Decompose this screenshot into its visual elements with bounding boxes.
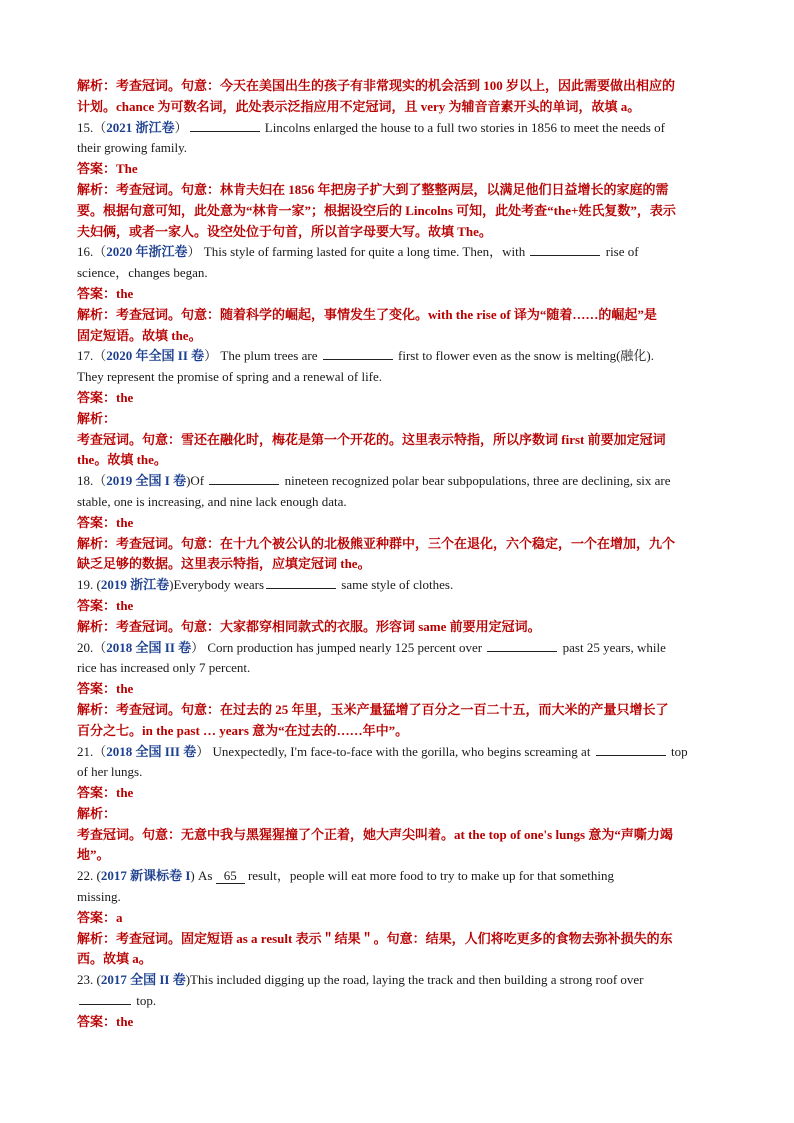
- answer-line: [77, 617, 718, 638]
- exam-source: 2021 浙江卷: [106, 119, 175, 135]
- answer-line: [77, 201, 718, 222]
- question-line: [77, 242, 718, 263]
- answer-line: [77, 97, 718, 118]
- question-text: )Everybody wears: [169, 577, 265, 593]
- line-text: 答案：the: [77, 1013, 134, 1029]
- question-text: ） Unexpectedly, I'm face-to-face with the gorilla, who begins screaming at: [196, 743, 594, 759]
- question-text: ） Corn production has jumped nearly 125 percent over: [191, 639, 486, 655]
- question-number: 20.（: [77, 639, 107, 655]
- line-text: 解析：考查冠词。句意：大家都穿相同款式的衣服。形容词 same 前要用定冠词。: [77, 618, 541, 634]
- question-line: [77, 762, 718, 783]
- question-line: [77, 492, 718, 513]
- answer-line: [77, 929, 718, 950]
- question-line: [77, 471, 718, 492]
- question-number: 19. (: [77, 577, 101, 593]
- line-text: their growing family.: [77, 140, 187, 156]
- line-text: 考查冠词。句意：无意中我与黑猩猩撞了个正着，她大声尖叫着。at the top of one's lungs 意为“声嘶力竭: [77, 826, 673, 842]
- answer-blank[interactable]: [209, 472, 279, 485]
- answer-line: [77, 409, 718, 430]
- answer-line: [77, 783, 718, 804]
- answer-line: [77, 908, 718, 929]
- line-text: 答案：the: [77, 597, 134, 613]
- answer-line: [77, 721, 718, 742]
- question-number: 17.（: [77, 348, 107, 364]
- answer-line: [77, 554, 718, 575]
- answer-line: [77, 804, 718, 825]
- line-text: rise of: [602, 244, 639, 260]
- answer-line: [77, 845, 718, 866]
- question-number: 18.（: [77, 473, 107, 489]
- answer-line: [77, 159, 718, 180]
- line-text: 解析：考查冠词。句意：在十九个被公认的北极熊亚种群中，三个在退化，六个稳定，一个在增加，九个: [77, 535, 676, 551]
- exam-source: 2019 全国 I 卷: [106, 473, 187, 489]
- line-text: science，changes began.: [77, 265, 208, 281]
- answer-line: [77, 326, 718, 347]
- line-text: 解析：: [77, 805, 117, 821]
- answer-blank[interactable]: [596, 743, 666, 756]
- line-text: 西。故填 a。: [77, 951, 152, 967]
- answer-line: [77, 388, 718, 409]
- question-line: [77, 658, 718, 679]
- line-text: past 25 years, while: [559, 639, 666, 655]
- line-text: 夫妇俩，或者一家人。设空处位于句首，所以首字母要大写。故填 The。: [77, 223, 492, 239]
- line-text: same style of clothes.: [338, 577, 454, 593]
- question-text: ） This style of farming lasted for quite a long time. Then，with: [187, 244, 529, 260]
- line-text: missing.: [77, 889, 121, 905]
- exam-source: 2018 全国 II 卷: [106, 639, 192, 655]
- line-text: 地”。: [77, 847, 110, 863]
- exam-source: 2017 全国 II 卷: [100, 972, 186, 988]
- line-text: 计划。chance 为可数名词，此处表示泛指应用不定冠词，且 very 为辅音音素开头的单词，故填 a。: [77, 98, 641, 114]
- filled-blank: 65: [216, 869, 245, 884]
- line-text: result，people will eat more food to try to make up for that something: [244, 868, 615, 884]
- line-text: 答案：the: [77, 285, 134, 301]
- question-line: [77, 991, 718, 1012]
- answer-line: [77, 430, 718, 451]
- line-text: 答案：the: [77, 681, 134, 697]
- answer-line: [77, 305, 718, 326]
- question-line: [77, 118, 718, 139]
- answer-line: [77, 1012, 718, 1033]
- question-text: )Of: [186, 473, 208, 489]
- line-text: rice has increased only 7 percent.: [77, 660, 251, 676]
- question-line: [77, 367, 718, 388]
- line-text: 考查冠词。句意：雪还在融化时，梅花是第一个开花的。这里表示特指，所以序数词 first 前要加定冠词: [77, 431, 666, 447]
- question-number: 23. (: [77, 972, 101, 988]
- question-line: [77, 887, 718, 908]
- line-text: stable, one is increasing, and nine lack enough data.: [77, 493, 347, 509]
- line-text: They represent the promise of spring and a renewal of life.: [77, 369, 383, 385]
- exam-source: 2017 新课标卷 I: [100, 868, 191, 884]
- line-text: 答案：the: [77, 389, 134, 405]
- line-text: 解析：考查冠词。句意：随着科学的崛起，事情发生了变化。with the rise of 译为“随着……的崛起”是: [77, 306, 657, 322]
- question-line: [77, 638, 718, 659]
- exam-source: 2019 浙江卷: [100, 577, 170, 593]
- question-line: [77, 575, 718, 596]
- answer-blank[interactable]: [79, 992, 131, 1005]
- question-number: 22. (: [77, 868, 101, 884]
- exam-source: 2020 年浙江卷: [106, 244, 188, 260]
- answer-line: [77, 450, 718, 471]
- exercise-page: [77, 76, 718, 1033]
- line-text: of her lungs.: [77, 764, 143, 780]
- question-line: [77, 346, 718, 367]
- question-text: )This included digging up the road, laying the track and then building a strong roof over: [185, 972, 644, 988]
- line-text: 解析：考查冠词。句意：今天在美国出生的孩子有非常现实的机会活到 100 岁以上，因此需要做出相应的: [77, 78, 676, 93]
- answer-blank[interactable]: [266, 576, 336, 589]
- answer-line: [77, 180, 718, 201]
- question-text: ）: [174, 119, 188, 135]
- answer-line: [77, 949, 718, 970]
- question-number: 21.（: [77, 743, 107, 759]
- line-text: 解析：考查冠词。固定短语 as a result 表示＂结果＂。句意：结果，人们将吃更多的食物去弥补损失的东: [77, 930, 673, 946]
- line-text: 答案：the: [77, 785, 134, 801]
- line-text: top.: [133, 993, 157, 1009]
- question-text: ） The plum trees are: [204, 348, 321, 364]
- question-number: 15.（: [77, 119, 107, 135]
- answer-line: [77, 700, 718, 721]
- line-text: 百分之七。in the past … years 意为“在过去的……年中”。: [77, 722, 409, 738]
- answer-line: [77, 596, 718, 617]
- question-line: [77, 866, 718, 887]
- exam-source: 2018 全国 III 卷: [106, 743, 197, 759]
- answer-blank[interactable]: [487, 639, 557, 652]
- answer-line: [77, 222, 718, 243]
- answer-blank[interactable]: [323, 347, 393, 360]
- exam-source: 2020 年全国 II 卷: [106, 348, 205, 364]
- line-text: top: [667, 743, 688, 759]
- line-text: 答案：a: [77, 909, 123, 925]
- line-text: 缺乏足够的数据。这里表示特指，应填定冠词 the。: [77, 556, 371, 572]
- line-text: 固定短语。故填 the。: [77, 327, 202, 343]
- question-line: [77, 263, 718, 284]
- question-text: ) As: [190, 868, 216, 884]
- question-line: [77, 970, 718, 991]
- answer-line: [77, 76, 718, 97]
- answer-line: [77, 534, 718, 555]
- line-text: 解析：考查冠词。句意：在过去的 25 年里，玉米产量猛增了百分之一百二十五，而大米的产量只增长了: [77, 701, 669, 717]
- line-text: the。故填 the。: [77, 452, 167, 468]
- answer-blank[interactable]: [190, 119, 260, 132]
- question-number: 16.（: [77, 244, 107, 260]
- line-text: first to flower even as the snow is melting(融化).: [394, 348, 654, 364]
- line-text: 答案：The: [77, 161, 138, 177]
- answer-blank[interactable]: [530, 243, 600, 256]
- line-text: 答案：the: [77, 514, 134, 530]
- answer-line: [77, 284, 718, 305]
- line-text: Lincolns enlarged the house to a full two stories in 1856 to meet the needs of: [261, 119, 665, 135]
- answer-line: [77, 679, 718, 700]
- line-text: 解析：考查冠词。句意：林肯夫妇在 1856 年把房子扩大到了整整两层，以满足他们日益增长的家庭的需: [77, 181, 669, 197]
- question-line: [77, 138, 718, 159]
- line-text: nineteen recognized polar bear subpopulations, three are declining, six are: [281, 473, 671, 489]
- answer-line: [77, 513, 718, 534]
- question-line: [77, 742, 718, 763]
- line-text: 要。根据句意可知，此处意为“林肯一家”；根据设空后的 Lincolns 可知，此处考查“the+姓氏复数”，表示: [77, 202, 676, 218]
- answer-line: [77, 825, 718, 846]
- line-text: 解析：: [77, 410, 117, 426]
